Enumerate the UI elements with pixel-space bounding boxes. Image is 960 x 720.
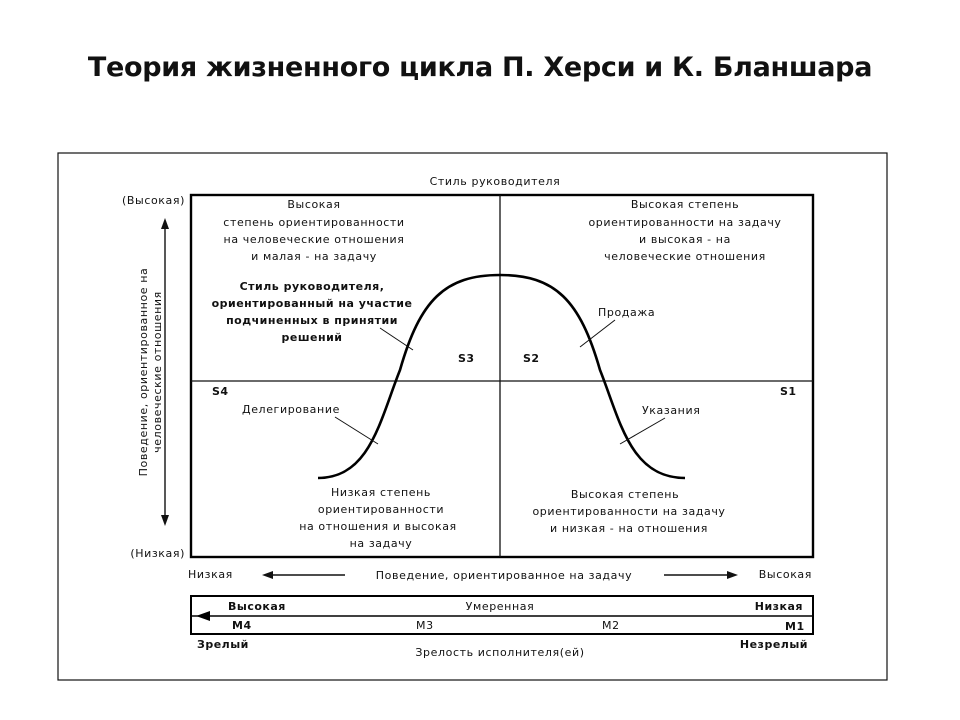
- x-low-label: Низкая: [188, 568, 233, 581]
- delegating-leader-line: [335, 417, 378, 444]
- immature-label: Незрелый: [739, 638, 808, 651]
- x-arrow-left-icon: [262, 571, 273, 579]
- selling-label: Продажа: [598, 306, 656, 319]
- m4-label: M4: [232, 619, 252, 632]
- quadrant-text: на задачу: [349, 537, 413, 550]
- maturity-low-label: Низкая: [754, 600, 803, 613]
- x-arrow-right-icon: [727, 571, 738, 579]
- quadrant-text: Низкая степень: [330, 486, 432, 499]
- note-leader-line: [380, 328, 413, 350]
- y-axis-label-line1: Поведение, ориентированное на: [137, 267, 150, 477]
- quadrant-text: на отношения и высокая: [299, 520, 457, 533]
- quadrant-text: Высокая степень: [630, 198, 740, 211]
- maturity-arrow-icon: [196, 611, 210, 621]
- x-high-label: Высокая: [758, 568, 812, 581]
- quadrant-text: и низкая - на отношения: [550, 522, 708, 535]
- y-high-label: (Высокая): [122, 194, 185, 207]
- s1-label: S1: [780, 385, 797, 398]
- quadrant-text: Высокая степень: [570, 488, 680, 501]
- x-axis-label: Поведение, ориентированное на задачу: [375, 569, 633, 582]
- maturity-high-label: Высокая: [228, 600, 286, 613]
- quadrant-top-right: [588, 198, 781, 263]
- s2-label: S2: [523, 352, 540, 365]
- maturity-label: Зрелость исполнителя(ей): [415, 646, 585, 659]
- note-line: подчиненных в принятии: [226, 314, 398, 327]
- quadrant-text: и высокая - на: [639, 233, 731, 246]
- quadrant-bottom-left: [299, 486, 457, 550]
- m1-label: M1: [785, 620, 805, 633]
- m3-label: M3: [416, 619, 434, 632]
- s3-label: S3: [458, 352, 475, 365]
- quadrant-text: человеческие отношения: [604, 250, 766, 263]
- selling-leader-line: [580, 320, 615, 347]
- delegating-label: Делегирование: [242, 403, 340, 416]
- s4-label: S4: [212, 385, 229, 398]
- mature-label: Зрелый: [197, 638, 249, 651]
- quadrant-text: ориентированности на задачу: [532, 505, 726, 518]
- y-axis-label-line2: человеческие отношения: [151, 291, 164, 453]
- y-axis-label: [137, 268, 164, 477]
- y-arrow-down-icon: [161, 515, 169, 526]
- quadrant-text: ориентированности: [317, 503, 445, 516]
- telling-leader-line: [620, 418, 665, 444]
- m2-label: M2: [602, 619, 620, 632]
- y-arrow-up-icon: [161, 218, 169, 229]
- quadrant-text: Высокая: [287, 198, 341, 211]
- quadrant-text: ориентированности на задачу: [588, 216, 782, 229]
- note-line: Стиль руководителя,: [239, 280, 385, 293]
- note-line: решений: [281, 331, 343, 344]
- quadrant-text: степень ориентированности: [223, 216, 405, 229]
- note-line: ориентированный на участие: [211, 297, 413, 310]
- style-caption: Стиль руководителя: [429, 175, 561, 188]
- y-low-label: (Низкая): [130, 547, 185, 560]
- quadrant-top-left: [223, 198, 404, 263]
- quadrant-text: и малая - на задачу: [251, 250, 377, 263]
- quadrant-text: на человеческие отношения: [223, 233, 405, 246]
- maturity-moderate-label: Умеренная: [465, 600, 535, 613]
- slide-title: Теория жизненного цикла П. Херси и К. Бланшара: [87, 52, 873, 83]
- quadrant-bottom-right: [532, 488, 725, 535]
- participation-note: [212, 280, 413, 344]
- telling-label: Указания: [642, 404, 701, 417]
